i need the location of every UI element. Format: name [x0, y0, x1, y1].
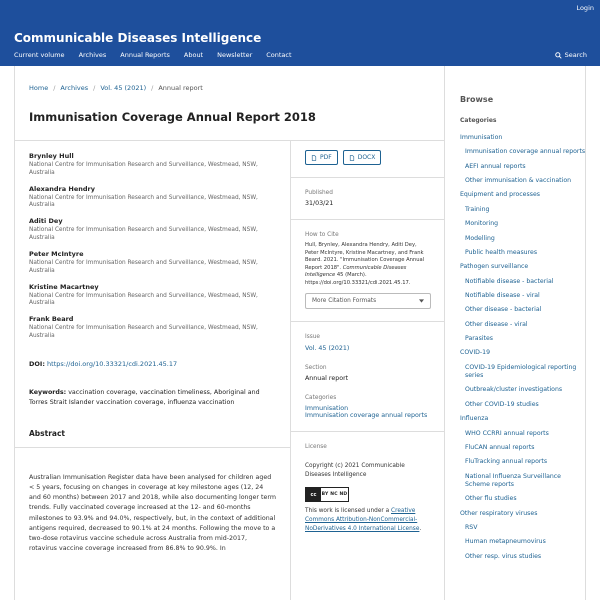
- license-label: License: [305, 444, 327, 451]
- sidebar-category-link[interactable]: COVID-19: [460, 349, 491, 357]
- author-item: [29, 283, 276, 309]
- author-name: Peter McIntyre: [29, 249, 84, 258]
- nav-contact[interactable]: Contact: [266, 51, 292, 59]
- citation-section: [291, 219, 445, 309]
- nav-about[interactable]: About: [183, 51, 204, 59]
- published-section: [291, 177, 445, 207]
- sidebar-category-link[interactable]: RSV: [465, 524, 478, 532]
- search-link[interactable]: [555, 51, 587, 59]
- issue-link[interactable]: Vol. 45 (2021): [305, 345, 350, 353]
- breadcrumb-home[interactable]: Home: [29, 84, 49, 92]
- sidebar-category-link[interactable]: Monitoring: [465, 220, 499, 228]
- sidebar-category-link[interactable]: Public health measures: [465, 248, 538, 256]
- citation-main: Hull, Brynley, Alexandra Hendry, Aditi Dey, Peter McIntyre, Kristine Macartney, and Frank Beard. 2021. "Immunisation Coverage Annual Report 2018".: [305, 242, 425, 271]
- sidebar-category-link[interactable]: COVID-19 Epidemiological reporting series: [465, 363, 577, 380]
- cc-icon: cc: [306, 488, 321, 501]
- breadcrumb-separator: /: [93, 84, 96, 92]
- nav-newsletter[interactable]: Newsletter: [217, 51, 253, 59]
- cc-license-badge[interactable]: [305, 487, 349, 502]
- sidebar-category-link[interactable]: Human metapneumovirus: [465, 538, 546, 546]
- sidebar-category-link[interactable]: Modelling: [465, 234, 495, 242]
- file-icon: [349, 155, 355, 161]
- breadcrumb-separator: /: [53, 84, 56, 92]
- pdf-label: PDF: [320, 154, 332, 161]
- sidebar-category-link[interactable]: Notifiable disease - bacterial: [465, 277, 554, 285]
- nav-annual-reports[interactable]: Annual Reports: [120, 51, 170, 59]
- sidebar-category-link[interactable]: Other resp. virus studies: [465, 552, 542, 560]
- citation-formats-dropdown[interactable]: [305, 293, 431, 309]
- login-link[interactable]: Login: [576, 4, 594, 12]
- file-icon: [311, 155, 317, 161]
- citation-formats-label: More Citation Formats: [312, 298, 377, 305]
- section-label: Section: [305, 365, 327, 372]
- sidebar-category-link[interactable]: Other immunisation & vaccination: [465, 177, 572, 185]
- section-block: [305, 365, 431, 382]
- sidebar-category-link[interactable]: Other COVID-19 studies: [465, 400, 539, 408]
- doi-label: DOI:: [29, 359, 45, 368]
- license-prefix: This work is licensed under a: [305, 508, 390, 515]
- sidebar-categories-label: Categories: [460, 117, 497, 124]
- keywords-label: Keywords:: [29, 388, 67, 396]
- doi-link[interactable]: https://doi.org/10.33321/cdi.2021.45.17: [47, 359, 178, 368]
- keywords-row: [29, 388, 276, 408]
- author-affiliation: National Centre for Immunisation Research and Surveillance, Westmead, NSW, Australia: [29, 194, 258, 209]
- sidebar-category-link[interactable]: Training: [465, 205, 490, 213]
- published-label: Published: [305, 190, 333, 196]
- pdf-button[interactable]: [305, 150, 338, 165]
- cc-terms: BY NC ND: [321, 492, 348, 498]
- sidebar-category-link[interactable]: Outbreak/cluster investigations: [465, 386, 563, 394]
- sidebar-category-link[interactable]: National Influenza Surveillance Scheme reports: [465, 472, 561, 488]
- caret-down-icon: [419, 299, 424, 303]
- author-item: [29, 185, 276, 211]
- citation-journal: Communicable Diseases Intelligence: [305, 264, 407, 279]
- article-details: [291, 140, 445, 534]
- article-main-entry: [15, 140, 291, 600]
- keywords-value: vaccination coverage, vaccination timeliness, Aboriginal and Torres Strait Islander vaccination coverage, influenza vaccination: [29, 388, 260, 406]
- sidebar-category-link[interactable]: FluTracking annual reports: [465, 458, 548, 466]
- author-name: Alexandra Hendry: [29, 184, 95, 193]
- author-name: Kristine Macartney: [29, 282, 99, 291]
- category-link[interactable]: Immunisation: [305, 405, 349, 413]
- sidebar-category-link[interactable]: Parasites: [465, 335, 493, 343]
- sidebar-category-link[interactable]: Other disease - viral: [465, 320, 528, 328]
- license-suffix: .: [419, 526, 422, 533]
- breadcrumb: [29, 84, 208, 92]
- author-affiliation: National Centre for Immunisation Research and Surveillance, Westmead, NSW, Australia: [29, 162, 258, 176]
- main-content: [15, 66, 445, 600]
- category-list: [460, 134, 586, 561]
- sidebar-category-link[interactable]: Other flu studies: [465, 495, 517, 503]
- page-container: [14, 66, 586, 600]
- section-value: Annual report: [305, 375, 349, 383]
- author-list: [29, 152, 276, 341]
- published-date: 31/03/21: [305, 200, 334, 207]
- author-item: [29, 152, 276, 178]
- abstract-divider: [15, 447, 290, 448]
- category-link[interactable]: Immunisation coverage annual reports: [305, 412, 428, 420]
- site-header: [0, 0, 600, 66]
- galley-links: [305, 150, 431, 165]
- author-name: Frank Beard: [29, 315, 74, 324]
- search-icon: [555, 52, 562, 59]
- sidebar-category-link[interactable]: Notifiable disease - viral: [465, 291, 540, 299]
- author-name: Aditi Dey: [29, 217, 63, 226]
- sidebar-category-link[interactable]: WHO CCRRI annual reports: [465, 429, 549, 437]
- breadcrumb-current: Annual report: [158, 84, 203, 92]
- nav-archives[interactable]: Archives: [78, 51, 107, 59]
- sidebar-category-link[interactable]: Influenza: [460, 415, 489, 423]
- search-label: Search: [564, 51, 587, 59]
- main-nav: [14, 51, 306, 59]
- author-affiliation: National Centre for Immunisation Research and Surveillance, Westmead, NSW, Australia: [29, 325, 258, 339]
- browse-heading: Browse: [460, 95, 494, 104]
- sidebar-category-link[interactable]: Other disease - bacterial: [465, 306, 542, 314]
- sidebar-category-link[interactable]: Immunisation coverage annual reports: [465, 148, 586, 156]
- nav-current-volume[interactable]: Current volume: [14, 51, 65, 59]
- categories-label: Categories: [305, 395, 337, 402]
- docx-button[interactable]: [343, 150, 382, 165]
- issue-section: [291, 321, 445, 419]
- page-title: Immunisation Coverage Annual Report 2018: [29, 110, 316, 124]
- abstract-text: Australian Immunisation Register data have been analysed for children aged < 5 years, focusing on changes in coverage at key milestone ages (12, 24 and 60 months) between 2017 and 2018, while also documenting longer term trends. Fully vaccinated coverage increased at the 12- and 60-months milestones to 93.9% and 94.0%, respectively, but, in the context of additional antigens required, decreased to 90.1% at 24 months. Following the move to a two-dose rotavirus vaccine schedule across Australia from mid-2017, rotavirus vaccine coverage increased from 86.8% to 90.9%. In: [29, 474, 276, 552]
- categories-block: [305, 395, 431, 419]
- author-item: [29, 250, 276, 276]
- author-affiliation: National Centre for Immunisation Research and Surveillance, Westmead, NSW, Australia: [29, 227, 258, 242]
- breadcrumb-issue[interactable]: Vol. 45 (2021): [100, 84, 147, 92]
- sidebar-category-link[interactable]: AEFI annual reports: [465, 162, 526, 170]
- author-name: Brynley Hull: [29, 152, 74, 160]
- sidebar-category-link[interactable]: Pathogen surveillance: [460, 263, 529, 271]
- citation-tail: 45 (March). https://doi.org/10.33321/cdi.2021.45.17.: [305, 272, 411, 286]
- license-link[interactable]: Creative Commons Attribution-NonCommercial-NoDerivatives 4.0 International License: [305, 508, 420, 533]
- breadcrumb-separator: /: [151, 84, 154, 92]
- author-item: [29, 217, 276, 243]
- cite-label: How to Cite: [305, 232, 339, 238]
- author-item: [29, 315, 276, 341]
- abstract-heading: Abstract: [29, 429, 66, 439]
- license-statement: [305, 507, 431, 534]
- docx-label: DOCX: [357, 154, 376, 161]
- sidebar-category-link[interactable]: Equipment and processes: [460, 191, 540, 199]
- sidebar-category-link[interactable]: FluCAN annual reports: [465, 443, 535, 451]
- issue-label: Issue: [305, 334, 320, 341]
- license-section: [291, 431, 445, 534]
- copyright-text: Copyright (c) 2021 Communicable Diseases Intelligence: [305, 463, 405, 479]
- sidebar-category-link[interactable]: Other respiratory viruses: [460, 509, 538, 517]
- citation-text: [305, 242, 431, 287]
- site-title[interactable]: Communicable Diseases Intelligence: [14, 31, 262, 45]
- doi-row: [29, 360, 276, 368]
- author-affiliation: National Centre for Immunisation Research and Surveillance, Westmead, NSW, Australia: [29, 292, 258, 307]
- author-affiliation: National Centre for Immunisation Research and Surveillance, Westmead, NSW, Australia: [29, 259, 258, 274]
- sidebar: [446, 66, 586, 600]
- sidebar-category-link[interactable]: Immunisation: [460, 134, 503, 141]
- breadcrumb-archives[interactable]: Archives: [60, 84, 89, 92]
